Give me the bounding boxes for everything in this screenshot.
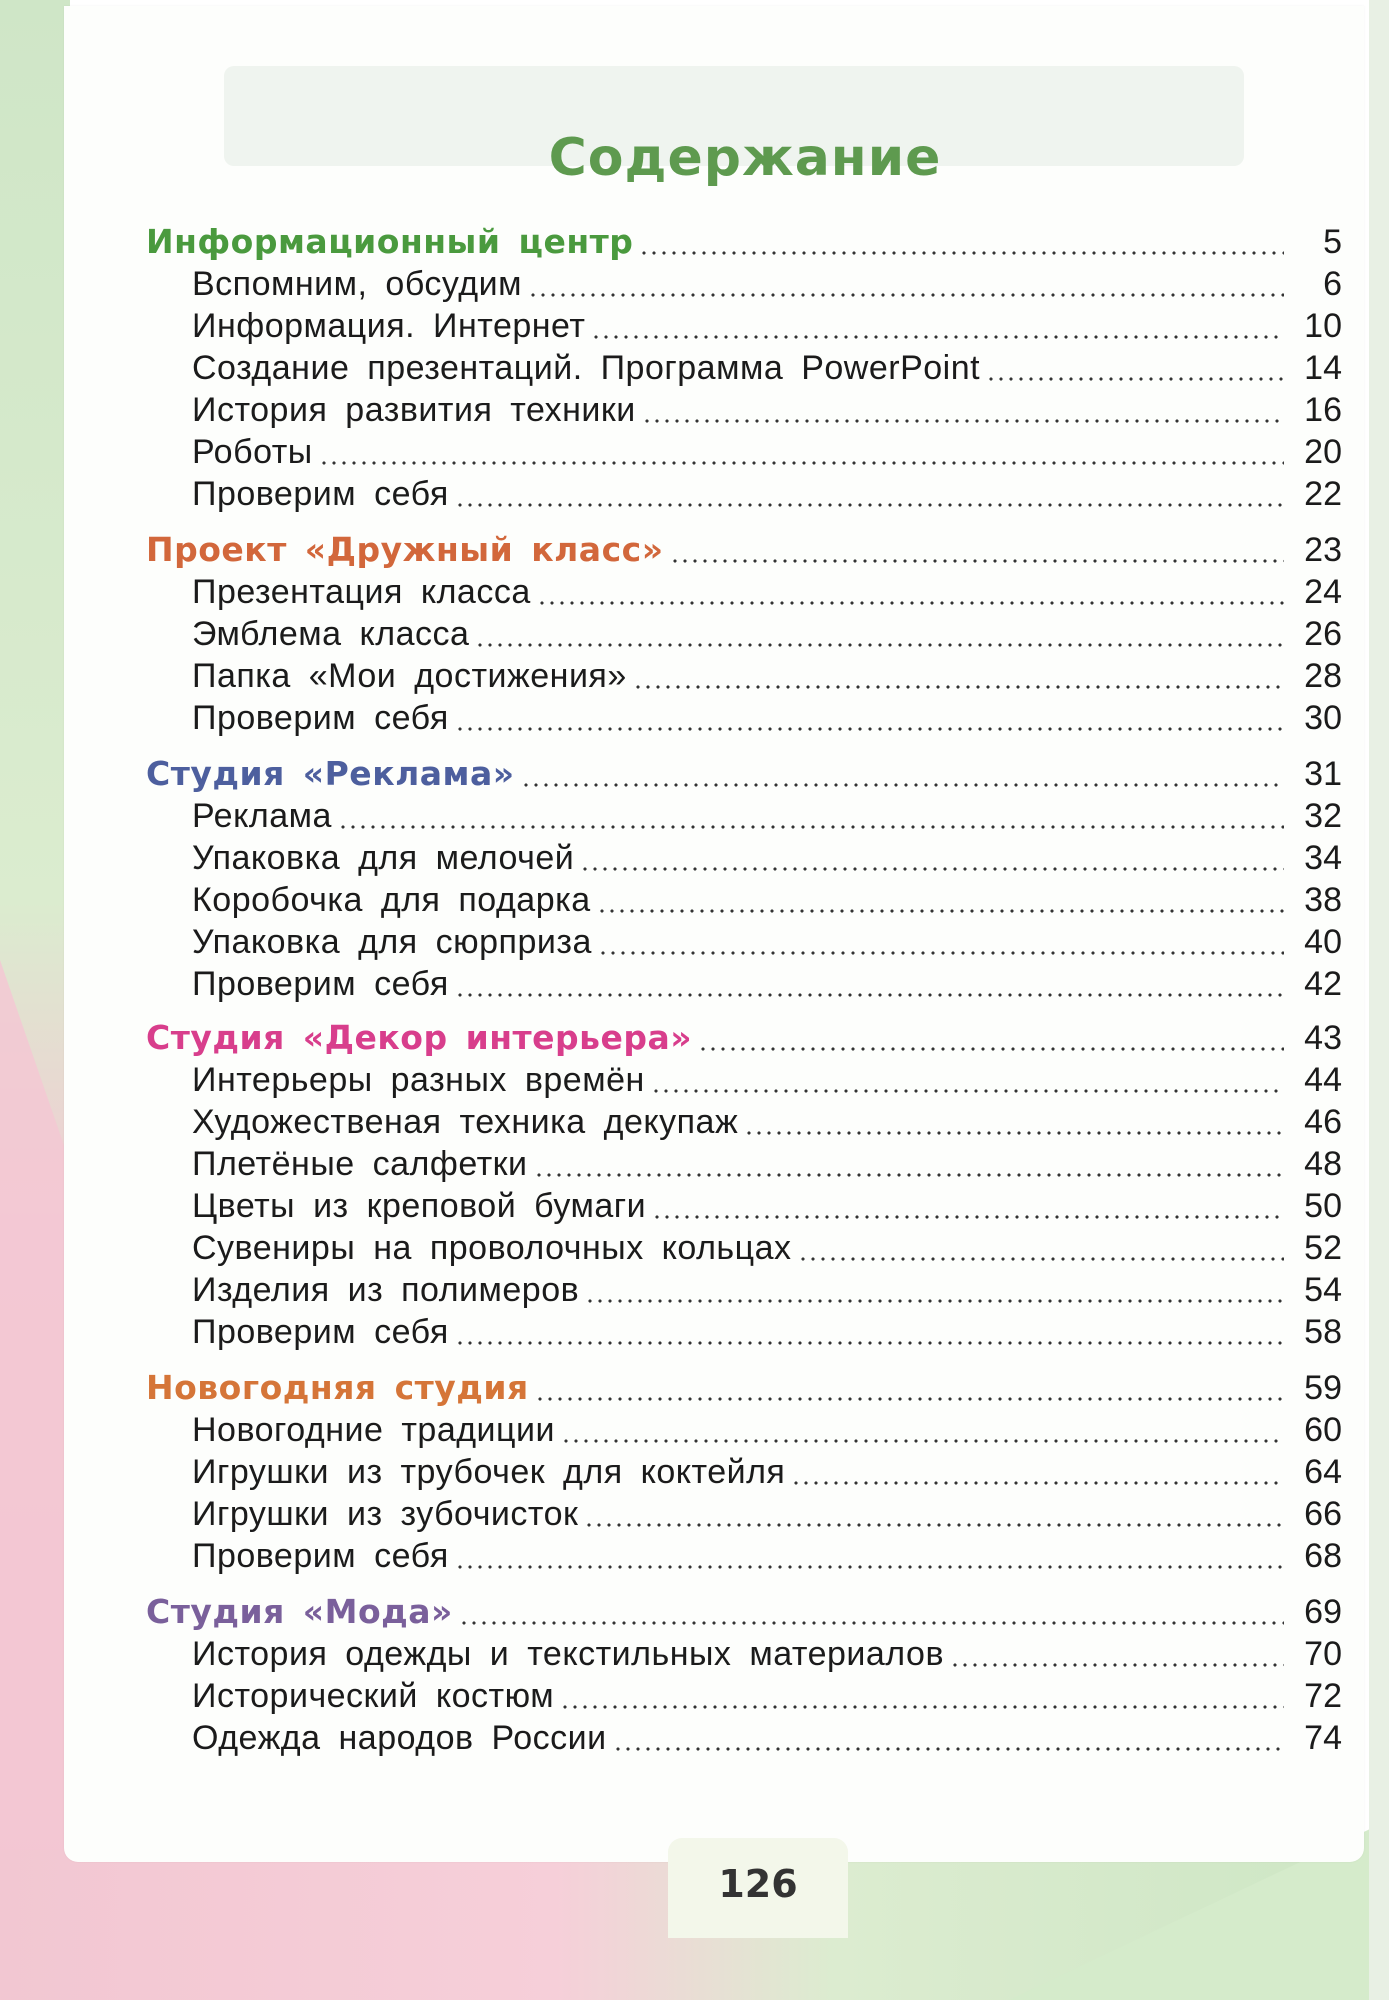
- toc-leader-dots: [584, 1502, 1284, 1528]
- toc-leader-dots: [642, 398, 1284, 424]
- toc-page-number: 10: [1304, 307, 1342, 345]
- toc-entry[interactable]: [192, 1060, 1342, 1100]
- toc-entry[interactable]: [192, 432, 1342, 472]
- toc-entry[interactable]: [192, 390, 1342, 430]
- toc-page-number: 66: [1304, 1495, 1342, 1533]
- toc-leader-dots: [338, 804, 1284, 830]
- toc-entry-title: Проверим себя: [192, 965, 449, 1003]
- toc-entry-title: Изделия из полимеров: [192, 1271, 580, 1309]
- toc-entry[interactable]: [192, 1144, 1342, 1184]
- toc-entry-title: Студия «Декор интерьера»: [146, 1018, 693, 1057]
- toc-entry-title: Презентация класса: [192, 573, 531, 611]
- toc-leader-dots: [455, 972, 1284, 998]
- toc-leader-dots: [598, 930, 1284, 956]
- toc-page-number: 40: [1304, 923, 1342, 961]
- toc-leader-dots: [591, 314, 1284, 340]
- toc-page-number: 24: [1304, 573, 1342, 611]
- toc-leader-dots: [459, 1600, 1284, 1626]
- toc-entry-title: Студия «Реклама»: [146, 754, 515, 793]
- toc-page-number: 59: [1304, 1369, 1342, 1407]
- page-title: Содержание: [548, 128, 942, 188]
- toc-entry-title: Вспомним, обсудим: [192, 265, 522, 303]
- toc-entry[interactable]: [192, 614, 1342, 654]
- toc-page-number: 38: [1304, 881, 1342, 919]
- toc-leader-dots: [613, 1726, 1284, 1752]
- toc-entry-title: Сувениры на проволочных кольцах: [192, 1229, 792, 1267]
- toc-entry-title: Проект «Дружный класс»: [146, 530, 664, 569]
- toc-leader-dots: [698, 1026, 1284, 1052]
- toc-entry[interactable]: [192, 922, 1342, 962]
- toc-entry-title: Папка «Мои достижения»: [192, 657, 627, 695]
- toc-page-number: 43: [1304, 1019, 1342, 1057]
- toc-entry-title: Новогодние традиции: [192, 1411, 556, 1449]
- toc-leader-dots: [475, 622, 1284, 648]
- toc-entry[interactable]: [192, 1718, 1342, 1758]
- toc-page-number: 34: [1304, 839, 1342, 877]
- toc-entry[interactable]: [192, 1536, 1342, 1576]
- toc-leader-dots: [597, 888, 1284, 914]
- toc-leader-dots: [950, 1642, 1284, 1668]
- toc-entry[interactable]: [192, 964, 1342, 1004]
- toc-page-number: 42: [1304, 965, 1342, 1003]
- toc-entry-title: Исторический костюм: [192, 1677, 555, 1715]
- toc-entry[interactable]: [192, 880, 1342, 920]
- toc-entry[interactable]: [192, 306, 1342, 346]
- toc-entry[interactable]: [192, 1228, 1342, 1268]
- toc-page-number: 72: [1304, 1677, 1342, 1715]
- toc-entry-title: Упаковка для сюрприза: [192, 923, 592, 961]
- toc-entry-title: Коробочка для подарка: [192, 881, 591, 919]
- toc-leader-dots: [455, 706, 1284, 732]
- toc-leader-dots: [744, 1110, 1284, 1136]
- toc-page-number: 23: [1304, 531, 1342, 569]
- toc-entry[interactable]: [192, 838, 1342, 878]
- toc-page-number: 58: [1304, 1313, 1342, 1351]
- toc-leader-dots: [791, 1460, 1284, 1486]
- toc-entry-title: Создание презентаций. Программа PowerPoint: [192, 349, 981, 387]
- toc-entry[interactable]: [192, 572, 1342, 612]
- toc-entry[interactable]: [192, 656, 1342, 696]
- toc-entry[interactable]: [192, 1634, 1342, 1674]
- toc-leader-dots: [528, 272, 1284, 298]
- toc-page-number: 52: [1304, 1229, 1342, 1267]
- toc-page-number: 64: [1304, 1453, 1342, 1491]
- toc-section-new-year-studio[interactable]: [146, 1368, 1342, 1408]
- toc-entry[interactable]: [192, 264, 1342, 304]
- page-number: 126: [718, 1862, 798, 1906]
- toc-leader-dots: [521, 762, 1284, 788]
- toc-section-fashion[interactable]: [146, 1592, 1342, 1632]
- toc-page-number: 16: [1304, 391, 1342, 429]
- toc-section-info-center[interactable]: [146, 222, 1342, 262]
- toc-page-number: 68: [1304, 1537, 1342, 1575]
- toc-entry-title: Плетёные салфетки: [192, 1145, 528, 1183]
- toc-leader-dots: [652, 1194, 1284, 1220]
- toc-entry-title: Интерьеры разных времён: [192, 1061, 645, 1099]
- toc-entry-title: Роботы: [192, 433, 313, 471]
- toc-page-number: 46: [1304, 1103, 1342, 1141]
- toc-page-number: 69: [1304, 1593, 1342, 1631]
- toc-leader-dots: [534, 1152, 1284, 1178]
- toc-leader-dots: [537, 580, 1284, 606]
- toc-entry-title: Игрушки из зубочисток: [192, 1495, 579, 1533]
- toc-entry-title: Проверим себя: [192, 699, 449, 737]
- toc-entry-title: Новогодняя студия: [146, 1368, 529, 1407]
- toc-entry-title: Игрушки из трубочек для коктейля: [192, 1453, 786, 1491]
- toc-entry[interactable]: [192, 1676, 1342, 1716]
- toc-section-interior-decor[interactable]: [146, 1018, 1342, 1058]
- toc-page-number: 22: [1304, 475, 1342, 513]
- toc-page-number: 74: [1304, 1719, 1342, 1757]
- toc-page-number: 48: [1304, 1145, 1342, 1183]
- toc-section-advertising[interactable]: [146, 754, 1342, 794]
- toc-leader-dots: [651, 1068, 1284, 1094]
- toc-entry-title: Одежда народов России: [192, 1719, 607, 1757]
- toc-page-number: 14: [1304, 349, 1342, 387]
- toc-entry-title: Информация. Интернет: [192, 307, 586, 345]
- toc-entry[interactable]: [192, 1312, 1342, 1352]
- toc-entry-title: Цветы из креповой бумаги: [192, 1187, 647, 1225]
- toc-entry[interactable]: [192, 796, 1342, 836]
- toc-leader-dots: [633, 664, 1284, 690]
- toc-entry-title: Проверим себя: [192, 1537, 449, 1575]
- toc-leader-dots: [535, 1376, 1284, 1402]
- toc-leader-dots: [455, 1544, 1284, 1570]
- toc-leader-dots: [585, 1278, 1284, 1304]
- toc-page-number: 70: [1304, 1635, 1342, 1673]
- toc-leader-dots: [560, 1684, 1284, 1710]
- toc-entry-title: Эмблема класса: [192, 615, 470, 653]
- toc-page-number: 5: [1323, 223, 1342, 261]
- toc-entry[interactable]: [192, 1270, 1342, 1310]
- toc-page-number: 32: [1304, 797, 1342, 835]
- toc-leader-dots: [639, 230, 1284, 256]
- toc-entry-title: Информационный центр: [146, 222, 634, 261]
- toc-page-number: 28: [1304, 657, 1342, 695]
- toc-entry-title: Упаковка для мелочей: [192, 839, 575, 877]
- toc-entry-title: Студия «Мода»: [146, 1592, 453, 1631]
- toc-leader-dots: [986, 356, 1284, 382]
- toc-entry[interactable]: [192, 1494, 1342, 1534]
- toc-page-number: 30: [1304, 699, 1342, 737]
- toc-entry[interactable]: [192, 698, 1342, 738]
- toc-page-number: 54: [1304, 1271, 1342, 1309]
- toc-entry[interactable]: [192, 348, 1342, 388]
- toc-leader-dots: [580, 846, 1284, 872]
- toc-leader-dots: [561, 1418, 1284, 1444]
- toc-entry-title: Проверим себя: [192, 475, 449, 513]
- toc-page-number: 60: [1304, 1411, 1342, 1449]
- toc-entry-title: История одежды и текстильных материалов: [192, 1635, 945, 1673]
- toc-entry[interactable]: [192, 1102, 1342, 1142]
- toc-page-number: 50: [1304, 1187, 1342, 1225]
- toc-entry-title: Проверим себя: [192, 1313, 449, 1351]
- toc-entry[interactable]: [192, 1410, 1342, 1450]
- toc-leader-dots: [319, 440, 1284, 466]
- toc-entry[interactable]: [192, 1452, 1342, 1492]
- toc-section-friendly-class[interactable]: [146, 530, 1342, 570]
- toc-page-number: 20: [1304, 433, 1342, 471]
- toc-leader-dots: [455, 1320, 1284, 1346]
- toc-leader-dots: [670, 538, 1284, 564]
- toc-entry-title: Реклама: [192, 797, 332, 835]
- toc-page-number: 6: [1323, 265, 1342, 303]
- toc-page-number: 44: [1304, 1061, 1342, 1099]
- toc-entry[interactable]: [192, 1186, 1342, 1226]
- toc-entry[interactable]: [192, 474, 1342, 514]
- toc-leader-dots: [455, 482, 1284, 508]
- toc-page-number: 26: [1304, 615, 1342, 653]
- toc-leader-dots: [798, 1236, 1284, 1262]
- toc-entry-title: Художественая техника декупаж: [192, 1103, 739, 1141]
- toc-page-number: 31: [1304, 755, 1342, 793]
- toc-entry-title: История развития техники: [192, 391, 636, 429]
